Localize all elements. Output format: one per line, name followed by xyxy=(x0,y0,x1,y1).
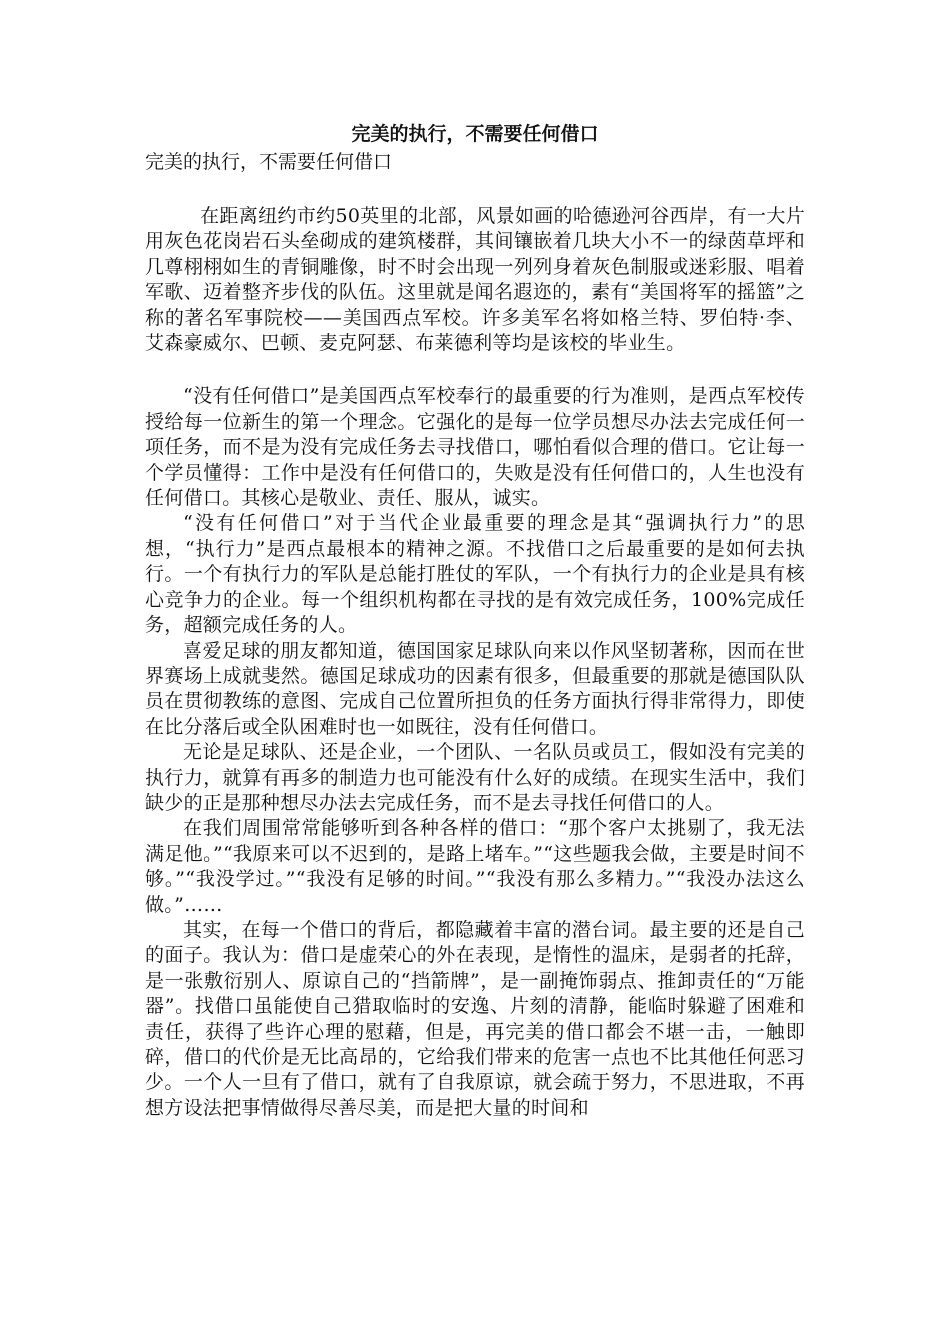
paragraph-no-excuse-principle: “没有任何借口”是美国西点军校奉行的最重要的行为准则，是西点军校传授给每一位新生的第一个理念。它强化的是每一位学员想尽办法去完成任何一项任务，而不是为没有完成任务去寻找借口，哪怕看似合理的借口。它让每一个学员懂得：工作中是没有任何借口的，失败是没有任何借口的，人生也没有任何借口。其核心是敬业、责任、服从，诚实。 xyxy=(145,385,805,510)
document-subtitle: 完美的执行，不需要任何借口 xyxy=(145,151,393,173)
paragraph-team-execution: 无论是足球队、还是企业，一个团队、一名队员或员工，假如没有完美的执行力，就算有再多的制造力也可能没有什么好的成绩。在现实生活中，我们缺少的正是那种想尽办法去完成任务，而不是去寻找任何借口的人。 xyxy=(145,741,805,814)
blank-line xyxy=(145,356,805,384)
blank-line xyxy=(145,176,805,204)
document-title: 完美的执行，不需要任何借口 xyxy=(351,123,599,145)
paragraph-execution: “没有任何借口”对于当代企业最重要的理念是其“强调执行力”的思想，“执行力”是西点最根本的精神之源。不找借口之后最重要的是如何去执行。一个有执行力的军队是总能打胜仗的军队，一个有执行力的企业是具有核心竞争力的企业。每一个组织机构都在寻找的是有效完成任务，100%完成任务，超额完成任务的人。 xyxy=(145,512,805,637)
paragraph-common-excuses: 在我们周围常常能够听到各种各样的借口：“那个客户太挑剔了，我无法满足他。”“我原来可以不迟到的，是路上堵车。”“这些题我会做，主要是时间不够。”“我没学过。”“我没有足够的时间。”“我没有那么多精力。”“我没办法这么做。”…… xyxy=(145,817,805,916)
paragraph-westpoint-intro: 在距离纽约市约50英里的北部，风景如画的哈德逊河谷西岸，有一大片用灰色花岗岩石头垒砌成的建筑楼群，其间镶嵌着几块大小不一的绿茵草坪和几尊栩栩如生的青铜雕像，时不时会出现一列列身着灰色制服或迷彩服、唱着军歌、迈着整齐步伐的队伍。这里就是闻名遐迩的，素有“美国将军的摇篮”之称的著名军事院校——美国西点军校。许多美军名将如格兰特、罗伯特·李、艾森豪威尔、巴顿、麦克阿瑟、布莱德利等均是该校的毕业生。 xyxy=(145,205,805,355)
paragraph-german-football: 喜爱足球的朋友都知道，德国国家足球队向来以作风坚韧著称，因而在世界赛场上成就斐然。德国足球成功的因素有很多，但最重要的那就是德国队队员在贯彻教练的意图、完成自己位置所担负的任务方面执行得非常得力，即使在比分落后或全队困难时也一如既往，没有任何借口。 xyxy=(145,639,805,738)
document-page xyxy=(145,120,805,1121)
paragraph-excuse-analysis: 其实，在每一个借口的背后，都隐藏着丰富的潜台词。最主要的还是自己的面子。我认为：借口是虚荣心的外在表现，是惰性的温床，是弱者的托辞，是一张敷衍别人、原谅自己的“挡箭牌”，是一副掩饰弱点、推卸责任的“万能器”。找借口虽能使自己猎取临时的安逸、片刻的清静，能临时躲避了困难和责任，获得了些许心理的慰藉，但是，再完美的借口都会不堪一击，一触即碎，借口的代价是无比高昂的，它给我们带来的危害一点也不比其他任何恶习少。一个人一旦有了借口，就有了自我原谅，就会疏于努力，不思进取，不再想方设法把事情做得尽善尽美，而是把大量的时间和 xyxy=(145,918,805,1119)
